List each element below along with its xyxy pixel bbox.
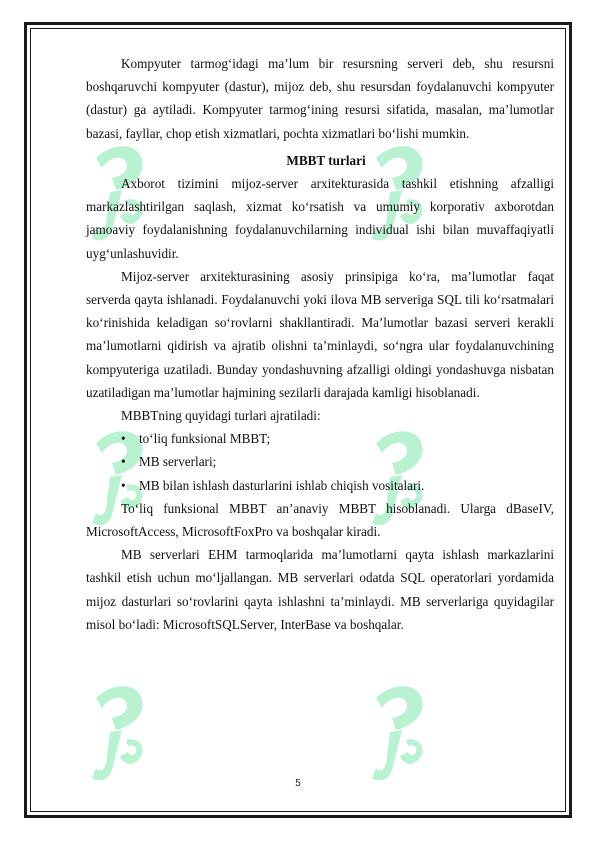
list-item-text: to‘liq funksional MBBT; [139, 431, 271, 447]
section-heading: MBBT turlari [286, 152, 366, 168]
bullet-icon: • [121, 477, 126, 493]
document-body [86, 52, 554, 636]
bullet-icon: • [121, 431, 126, 447]
paragraph-client-server-advantage: Axborot tizimini mijoz-server arxitekturasida tashkil etishning afzalligi markazlashtirilgan saqlash, xizmat ko‘rsatish va umumiy korporativ axborotdan jamoaviy foydalanishning foydalanuvchilarning individual ishi bilan muvaffaqiyatli uyg‘unlashuvidir. [86, 176, 554, 261]
paragraph-server-definition: Kompyuter tarmog‘idagi ma’lum bir resursning serveri deb, shu resursni boshqaruvchi kompyuter (dastur), mijoz deb, shu resursdan foydalanuvchi kompyuter (dastur) ga aytiladi. Kompyuter tarmog‘ining resursi sifatida, masalan, ma’lumotlar bazasi, fayllar, chop etish xizmatlari, pochta xizmatlari bo‘lishi mumkin. [86, 56, 554, 141]
list-item-text: MB bilan ishlash dasturlarini ishlab chiqish vositalari. [139, 477, 425, 493]
paragraph-db-servers: MB serverlari EHM tarmoqlarida ma’lumotlarni qayta ishlash markazlarini tashkil etish uchun mo‘ljallangan. MB serverlari odatda SQL operatorlari yordamida mijoz dasturlari so‘rovlarini qayta ishlashni ta’minlaydi. MB serverlariga quyidagilar misol bo‘ladi: MicrosoftSQLServer, InterBase va boshqalar. [86, 547, 554, 632]
list-item [121, 427, 554, 450]
watermark-logo-icon [362, 680, 434, 790]
page-number: 5 [295, 778, 301, 789]
watermark-logo-icon [82, 680, 154, 790]
bullet-icon: • [121, 454, 126, 470]
list-item-text: MB serverlari; [139, 454, 217, 470]
paragraph-dbms-types-intro: MBBTning quyidagi turlari ajratiladi: [121, 408, 321, 424]
paragraph-full-functional-dbms: To‘liq funksional MBBT an’anaviy MBBT hisoblanadi. Ularga dBaseIV, MicrosoftAccess, MicrosoftFoxPro va boshqalar kiradi. [86, 500, 554, 540]
dbms-types-list [86, 427, 554, 497]
paragraph-client-server-principle: Mijoz-server arxitekturasining asosiy prinsipiga ko‘ra, ma’lumotlar faqat serverda qayta ishlanadi. Foydalanuvchi yoki ilova MB serveriga SQL tili ko‘rsatmalari ko‘rinishida keladigan so‘rovlarni shakllantiradi. Ma’lumotlar bazasi serveri kerakli ma’lumotlarni qidirish va ajratib olishni ta’minlaydi, so‘ngra ular foydalanuvchining kompyuteriga uzatiladi. Bunday yondashuvning afzalligi oldingi yondashuvga nisbatan uzatiladigan ma’lumotlar hajmining sezilarli darajada kamligi hisoblanadi. [86, 268, 554, 400]
list-item [121, 450, 554, 473]
list-item [121, 474, 554, 497]
